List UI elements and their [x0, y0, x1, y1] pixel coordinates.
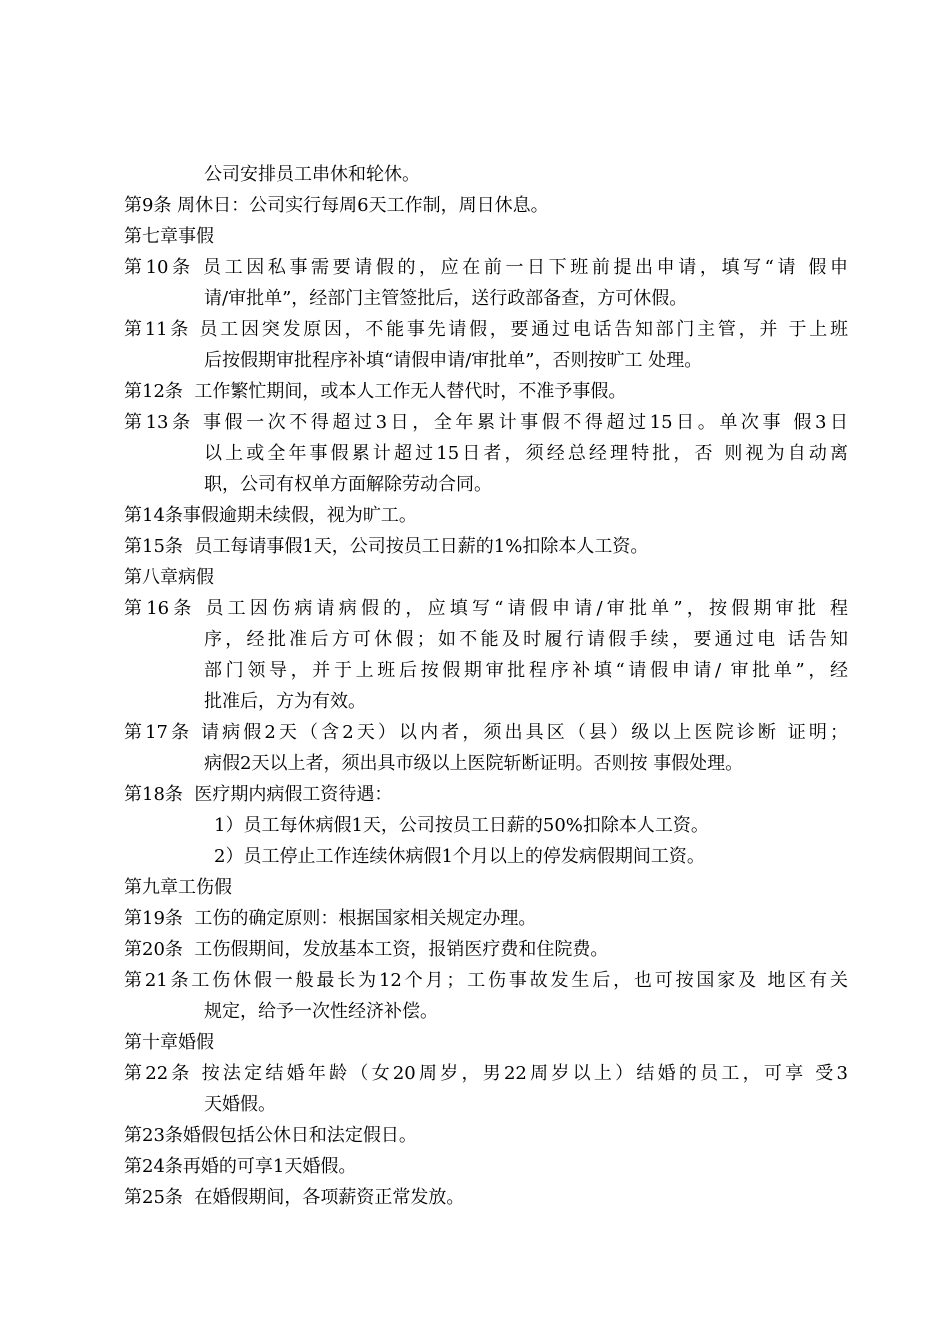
article-16: 第16条 员工因伤病请病假的，应填写“请假申请/审批单”，按假期审批 程 — [124, 598, 848, 619]
article-18-item-1: 1）员工每休病假1天，公司按员工日薪的50%扣除本人工资。 — [214, 815, 709, 836]
article-19: 第19条 工伤的确定原则：根据国家相关规定办理。 — [124, 908, 537, 929]
article-24: 第24条再婚的可享1天婚假。 — [124, 1156, 357, 1177]
article-14: 第14条事假逾期未续假，视为旷工。 — [124, 505, 417, 526]
chapter-8-heading: 第八章病假 — [124, 567, 214, 588]
chapter-7-heading: 第七章事假 — [124, 226, 214, 247]
article-16-continuation: 序，经批准后方可休假；如不能及时履行请假手续，要通过电 话告知 — [204, 629, 848, 650]
document-body — [124, 159, 848, 1213]
article-22-continuation: 天婚假。 — [204, 1094, 276, 1115]
article-10: 第10条 员工因私事需要请假的，应在前一日下班前提出申请，填写“请 假申 — [124, 257, 848, 278]
chapter-9-heading: 第九章工伤假 — [124, 877, 232, 898]
article-23: 第23条婚假包括公休日和法定假日。 — [124, 1125, 417, 1146]
article-16-continuation: 部门领导，并于上班后按假期审批程序补填“请假申请/ 审批单”，经 — [204, 660, 848, 681]
article-17-continuation: 病假2天以上者，须出具市级以上医院斩断证明。否则按 事假处理。 — [204, 753, 744, 774]
article-12: 第12条 工作繁忙期间，或本人工作无人替代时，不准予事假。 — [124, 381, 627, 402]
article-21-continuation: 规定，给予一次性经济补偿。 — [204, 1001, 438, 1022]
article-9: 第9条 周休日：公司实行每周6天工作制，周日休息。 — [124, 195, 549, 216]
article-13-continuation: 以上或全年事假累计超过15日者，须经总经理特批，否 则视为自动离 — [204, 443, 848, 464]
article-22: 第22条 按法定结婚年龄（女20周岁，男22周岁以上）结婚的员工，可享 受3 — [124, 1063, 848, 1084]
article-13-continuation: 职，公司有权单方面解除劳动合同。 — [204, 474, 492, 495]
article-18: 第18条 医疗期内病假工资待遇： — [124, 784, 393, 805]
article-11: 第11条 员工因突发原因，不能事先请假，要通过电话告知部门主管，并 于上班 — [124, 319, 848, 340]
article-11-continuation: 后按假期审批程序补填“请假申请/审批单”，否则按旷工 处理。 — [204, 350, 703, 371]
article-16-continuation: 批准后，方为有效。 — [204, 691, 366, 712]
text-line-continuation: 公司安排员工串休和轮休。 — [204, 164, 420, 185]
chapter-10-heading: 第十章婚假 — [124, 1032, 214, 1053]
article-13: 第13条 事假一次不得超过3日，全年累计事假不得超过15日。单次事 假3日 — [124, 412, 848, 433]
article-25: 第25条 在婚假期间，各项薪资正常发放。 — [124, 1187, 465, 1208]
article-15: 第15条 员工每请事假1天，公司按员工日薪的1%扣除本人工资。 — [124, 536, 649, 557]
article-20: 第20条 工伤假期间，发放基本工资，报销医疗费和住院费。 — [124, 939, 609, 960]
article-21: 第21条工伤休假一般最长为12个月；工伤事故发生后，也可按国家及 地区有关 — [124, 970, 848, 991]
article-10-continuation: 请/审批单”，经部门主管签批后，送行政部备查，方可休假。 — [204, 288, 688, 309]
article-17: 第17条 请病假2天（含2天）以内者，须出具区（县）级以上医院诊断 证明； — [124, 722, 848, 743]
article-18-item-2: 2）员工停止工作连续休病假1个月以上的停发病假期间工资。 — [214, 846, 705, 867]
